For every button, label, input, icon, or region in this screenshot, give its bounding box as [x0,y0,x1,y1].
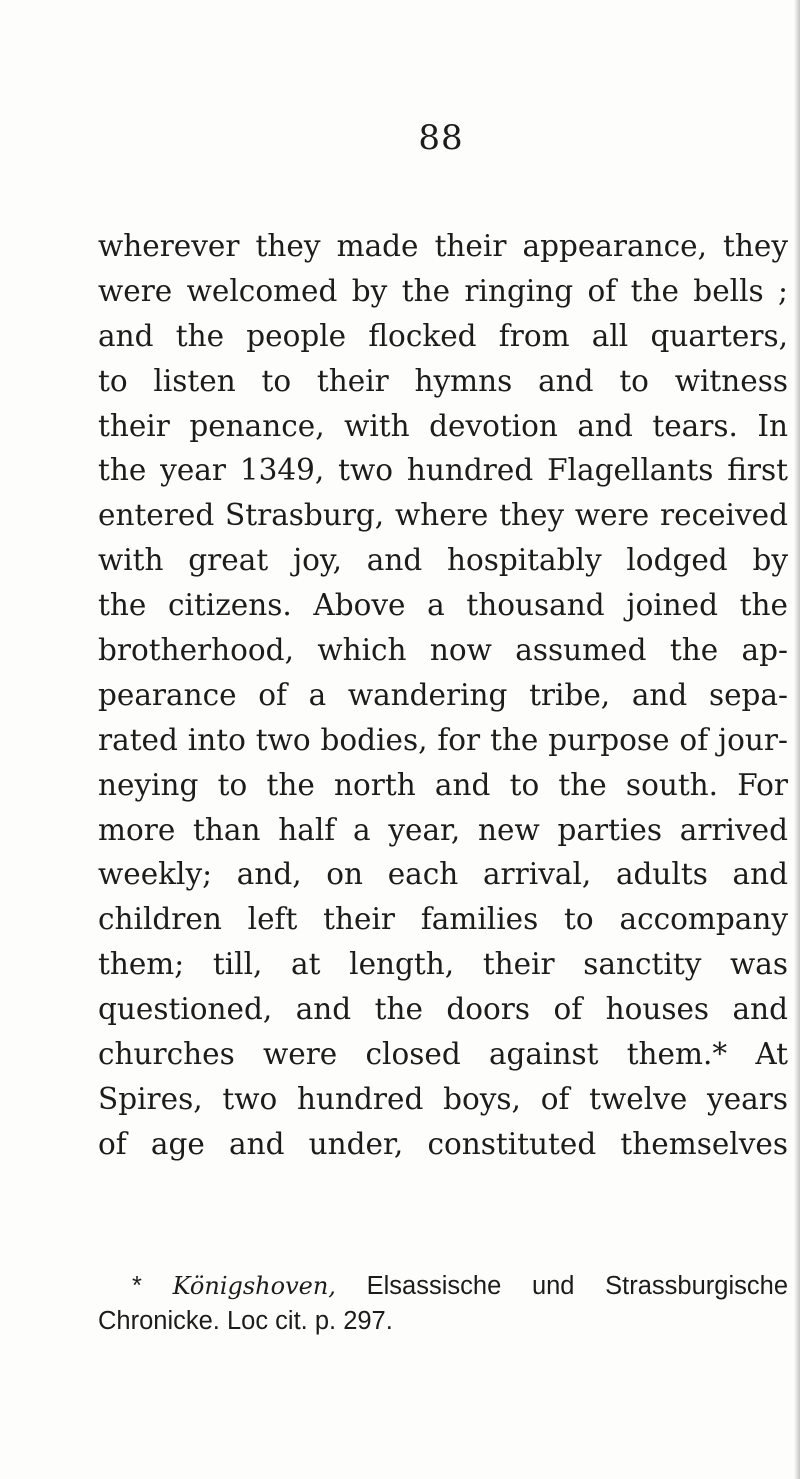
page-edge-shadow [794,0,800,1479]
text-line: brotherhood, which now assumed the ap- [98,633,788,668]
footnote-marker: * [132,1272,142,1300]
text-line: of age and under, constituted themselves [98,1126,788,1161]
text-line: were welcomed by the ringing of the bells ; [98,273,788,308]
footnote-line-1 [98,1269,788,1304]
footnote-title: Elsassische und Strassburgische [366,1272,788,1300]
text-line: weekly; and, on each arrival, adults and [98,857,788,892]
text-line: pearance of a wandering tribe, and sepa- [98,677,788,712]
text-line: children left their families to accompany [98,902,788,937]
footnote-line-2: Chronicke. Loc cit. p. 297. [98,1307,393,1335]
page-number: 88 [418,118,464,158]
text-line: them; till, at length, their sanctity was [98,947,788,982]
text-line: the citizens. Above a thousand joined the [98,588,788,623]
text-line: churches were closed against them.* At [98,1037,788,1072]
text-line: more than half a year, new parties arrived [98,812,788,847]
text-line: and the people flocked from all quarters, [98,318,788,353]
text-line: the year 1349, two hundred Flagellants first [98,453,788,488]
text-line: with great joy, and hospitably lodged by [98,543,788,578]
text-line: Spires, two hundred boys, of twelve years [98,1081,788,1116]
text-line: wherever they made their appearance, they [98,229,788,263]
text-line: rated into two bodies, for the purpose of jour- [98,722,788,757]
text-line: their penance, with devotion and tears. In [98,408,788,443]
text-line: entered Strasburg, where they were received [98,498,788,533]
footnote-author: Königshoven, [172,1272,336,1300]
text-line: to listen to their hymns and to witness [98,363,788,398]
footnote [98,1269,788,1339]
body-text [98,224,788,1167]
text-line: questioned, and the doors of houses and [98,992,788,1027]
text-line: neying to the north and to the south. For [98,767,788,802]
